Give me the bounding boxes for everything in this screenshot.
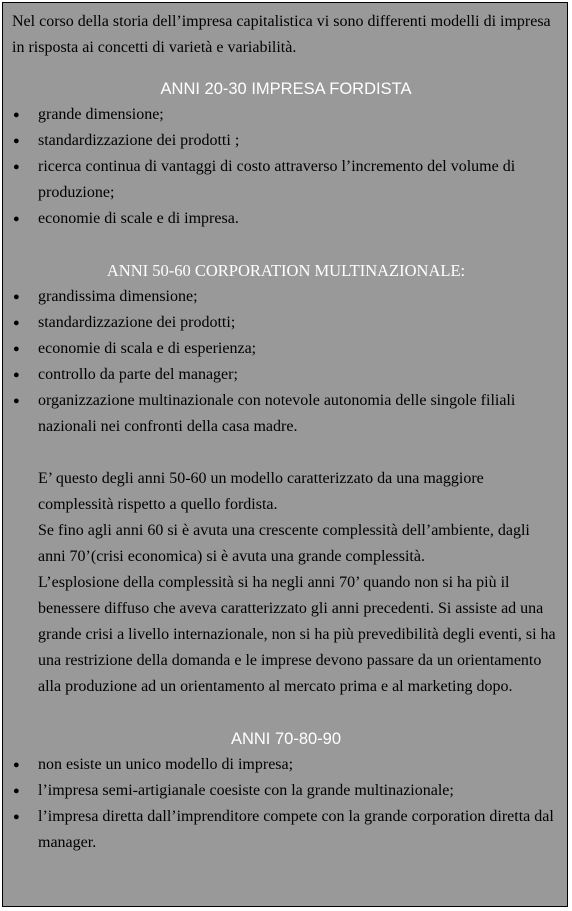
bullet-icon: ● xyxy=(13,811,20,823)
list-item: ● grande dimensione; xyxy=(12,102,560,128)
bullet-icon: ● xyxy=(13,759,20,771)
list-70-80-90 xyxy=(12,752,560,856)
bullet-icon: ● xyxy=(13,135,20,147)
list-item: ● economie di scala e di esperienza; xyxy=(12,336,560,362)
spacer xyxy=(12,232,560,258)
list-item: ● controllo da parte del manager; xyxy=(12,362,560,388)
bullet-icon: ● xyxy=(13,161,20,173)
bullet-icon: ● xyxy=(13,369,20,381)
section-heading-70-80-90: ANNI 70-80-90 xyxy=(230,730,342,748)
list-item: ● grandissima dimensione; xyxy=(12,284,560,310)
bullet-icon: ● xyxy=(13,317,20,329)
section-heading-fordista: ANNI 20-30 IMPRESA FORDISTA xyxy=(160,80,412,98)
list-item: ● standardizzazione dei prodotti ; xyxy=(12,128,560,154)
paragraph-ambiente: Se fino agli anni 60 si è avuta una crescente complessità dell’ambiente, dagli anni 70’(crisi economica) si è avuta una grande complessità. xyxy=(38,522,530,565)
list-item: ● l’impresa diretta dall’imprenditore compete con la grande corporation diretta dal manager. xyxy=(12,804,560,856)
spacer xyxy=(12,700,560,726)
intro-paragraph: Nel corso della storia dell’impresa capitalistica vi sono differenti modelli di impresa in risposta ai concetti di varietà e variabilità. xyxy=(12,13,551,56)
list-fordista xyxy=(12,102,560,232)
paragraph-esplosione: L’esplosione della complessità si ha negli anni 70’ quando non si ha più il benessere diffuso che aveva caratterizzato gli anni precedenti. Si assiste ad una grande crisi a livello internazionale, non si ha più prevedibilità degli eventi, si ha una restrizione della domanda e le imprese devono passare da un orientamento alla produzione ad un orientamento al mercato prima e al marketing dopo. xyxy=(38,574,556,695)
bullet-icon: ● xyxy=(13,291,20,303)
list-item: ● economie di scale e di impresa. xyxy=(12,206,560,232)
list-item: ● non esiste un unico modello di impresa; xyxy=(12,752,560,778)
list-item: ● standardizzazione dei prodotti; xyxy=(12,310,560,336)
bullet-icon: ● xyxy=(13,785,20,797)
list-item: ● ricerca continua di vantaggi di costo attraverso l’incremento del volume di produzione; xyxy=(12,154,560,206)
bullet-icon: ● xyxy=(13,343,20,355)
list-item: ● organizzazione multinazionale con notevole autonomia delle singole filiali nazionali nei confronti della casa madre. xyxy=(12,388,560,440)
spacer xyxy=(12,440,560,466)
bullet-icon: ● xyxy=(13,109,20,121)
bullet-icon: ● xyxy=(13,213,20,225)
list-multinazionale xyxy=(12,284,560,440)
list-item: ● l’impresa semi-artigianale coesiste con la grande multinazionale; xyxy=(12,778,560,804)
section-heading-multinazionale: ANNI 50-60 CORPORATION MULTINAZIONALE: xyxy=(106,261,466,280)
paragraph-complessita: E’ questo degli anni 50-60 un modello caratterizzato da una maggiore complessità rispetto a quello fordista. xyxy=(38,470,484,513)
bullet-icon: ● xyxy=(13,395,20,407)
text-box xyxy=(2,2,568,907)
